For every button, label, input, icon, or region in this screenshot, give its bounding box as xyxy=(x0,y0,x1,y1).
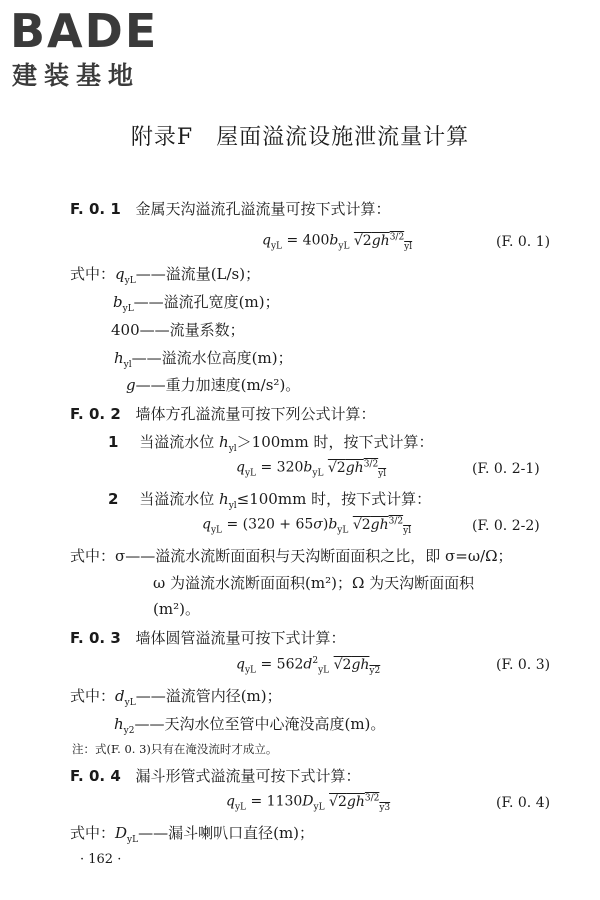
definition-row: (m²)。 xyxy=(153,600,200,618)
page-number: · 162 · xyxy=(80,852,122,867)
definition-row: 400——流量系数； xyxy=(111,321,245,339)
brand-logo-subtitle: 建装基地 xyxy=(12,61,141,90)
definition-row: 式中：$d_{yL}——$溢流管内径(m)； xyxy=(70,687,282,708)
formula-f02-1: $q_{yL} = 320b_{yL}$ $√2gh^{3/2}_{yl}$ xyxy=(236,459,387,479)
formula-f03: $q_{yL} = 562d^2_{yL}$ $√2gh_{y2}$ xyxy=(236,656,381,676)
clause-number: F. 0. 3 xyxy=(70,629,121,647)
formula-f01: $q_{yL} = 400b_{yL}$ $√2gh^{3/2}_{yl}$ xyxy=(262,232,413,252)
section-f01 xyxy=(70,198,391,219)
definition-row: $h_{y2}——$天沟水位至管中心淹没高度(m)。 xyxy=(114,715,386,736)
clause-text: 漏斗形管式溢流量可按下式计算： xyxy=(135,767,361,785)
definition-row: $b_{yL}——$溢流孔宽度(m)； xyxy=(113,293,280,314)
condition-2: 2 当溢流水位 $h_{yl}\le 100mm$ 时，按下式计算： xyxy=(108,490,432,511)
formula-f04: $q_{yL} = 1130D_{yL}$ $√2gh^{3/2}_{y3}$ xyxy=(226,793,391,813)
formula-f02-2: $q_{yL} = (320 + 65\sigma)b_{yL}$ $√2gh^{3/2}_{yl}$ xyxy=(202,516,412,536)
definition-row: g——重力加速度(m/s²)。 xyxy=(126,376,301,394)
section-f04 xyxy=(70,765,361,786)
brand-logo: BADE xyxy=(10,4,159,58)
note: 注：式(F. 0. 3)只有在淹没流时才成立。 xyxy=(72,742,278,756)
formula-label: (F. 0. 3) xyxy=(496,657,551,673)
clause-number: F. 0. 1 xyxy=(70,200,121,218)
definition-row: $h_{yl}——$溢流水位高度(m)； xyxy=(114,349,293,370)
clause-number: F. 0. 4 xyxy=(70,767,121,785)
definition-row: 式中：σ——溢流水流断面面积与天沟断面面积之比，即 σ=ω/Ω； xyxy=(70,547,513,565)
clause-text: 墙体圆管溢流量可按下式计算： xyxy=(135,629,346,647)
definition-row: 式中：$q_{yL}——$溢流量(L/s)； xyxy=(70,265,261,286)
section-f03 xyxy=(70,627,346,648)
formula-label: (F. 0. 1) xyxy=(496,234,551,250)
definition-row: ω 为溢流水流断面面积(m²)；Ω 为天沟断面面积 xyxy=(153,574,475,592)
section-f02 xyxy=(70,403,376,424)
condition-1: 1 当溢流水位 $h_{yl}>100mm$ 时，按下式计算： xyxy=(108,433,434,454)
formula-label: (F. 0. 4) xyxy=(496,795,551,811)
definition-row: 式中：$D_{yL}——$漏斗喇叭口直径(m)； xyxy=(70,824,315,845)
clause-text: 金属天沟溢流孔溢流量可按下式计算： xyxy=(135,200,391,218)
page-title: 附录F 屋面溢流设施泄流量计算 xyxy=(130,125,470,150)
clause-text: 墙体方孔溢流量可按下列公式计算： xyxy=(135,405,376,423)
formula-label: (F. 0. 2-1) xyxy=(472,461,540,477)
formula-label: (F. 0. 2-2) xyxy=(472,518,540,534)
clause-number: F. 0. 2 xyxy=(70,405,121,423)
